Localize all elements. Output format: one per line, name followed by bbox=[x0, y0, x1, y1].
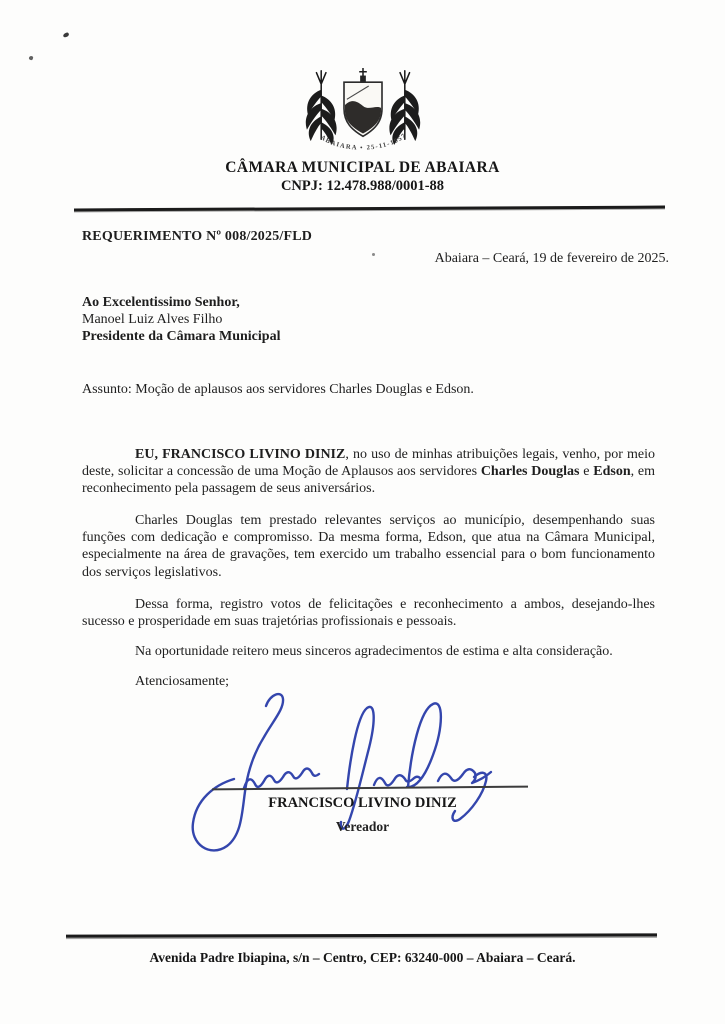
org-cnpj: CNPJ: 12.478.988/0001-88 bbox=[280, 178, 445, 194]
p1-conjunction: e bbox=[579, 464, 594, 480]
body-paragraph-1 bbox=[82, 446, 655, 498]
subject-line: Assunto: Moção de aplausos aos servidores Charles Douglas e Edson. bbox=[82, 382, 474, 397]
shield-icon bbox=[344, 68, 382, 136]
body-paragraph-2: Charles Douglas tem prestado relevantes serviços ao município, desempenhando suas funções com dedicação e compromisso. Da mesma forma, Edson, que atua na Câmara Municipal, especialmente na área de gravações, tem exercido um trabalho essencial para o bom funcionamento dos serviços legislativos. bbox=[82, 513, 655, 580]
signatory-role: Vereador bbox=[335, 819, 390, 834]
dateline: Abaiara – Ceará, 19 de fevereiro de 2025. bbox=[434, 251, 669, 266]
header bbox=[0, 67, 725, 162]
body-paragraph-3: Dessa forma, registro votos de felicitações e reconhecimento a ambos, desejando-lhes sucesso e prosperidade em suas trajetórias profissionais e pessoais. bbox=[82, 597, 655, 630]
footer-divider bbox=[66, 933, 657, 937]
addressee-salutation: Ao Excelentissimo Senhor, bbox=[82, 295, 240, 310]
p1-text: , no uso de minhas atribuições legais, venho, por meio deste, solicitar a concessão de uma Moção de Aplausos aos servidores bbox=[82, 447, 655, 480]
addressee-name: Manoel Luiz Alves Filho bbox=[82, 312, 223, 327]
scan-speck bbox=[62, 32, 69, 38]
footer-address: Avenida Padre Ibiapina, s/n – Centro, CEP: 63240-000 – Abaiara – Ceará. bbox=[149, 950, 576, 965]
closing-salutation: Atenciosamente; bbox=[135, 674, 230, 689]
signatory-name: FRANCISCO LIVINO DINIZ bbox=[268, 795, 457, 811]
addressee-block bbox=[82, 294, 280, 345]
p1-bold-lead: EU, FRANCISCO LIVINO DINIZ bbox=[135, 447, 346, 462]
p1-bold-name1: Charles Douglas bbox=[480, 464, 580, 480]
crest-caption: ABAIARA • 25-11-1957 bbox=[318, 132, 408, 152]
scan-speck bbox=[29, 56, 34, 61]
org-name: CÂMARA MUNICIPAL DE ABAIARA bbox=[225, 159, 500, 176]
requerimento-number: REQUERIMENTO Nº 008/2025/FLD bbox=[82, 229, 313, 244]
p1-bold-name2: Edson bbox=[593, 464, 631, 480]
p1-tail: , em reconhecimento pela passagem de seus aniversários. bbox=[82, 464, 655, 497]
corn-stalk-left-icon bbox=[305, 71, 336, 145]
body-paragraph-4: Na oportunidade reitero meus sinceros agradecimentos de estima e alta consideração. bbox=[135, 644, 613, 659]
scan-speck bbox=[372, 253, 375, 256]
addressee-title: Presidente da Câmara Municipal bbox=[82, 329, 281, 344]
municipal-crest-icon bbox=[287, 67, 439, 162]
header-divider bbox=[74, 206, 665, 212]
